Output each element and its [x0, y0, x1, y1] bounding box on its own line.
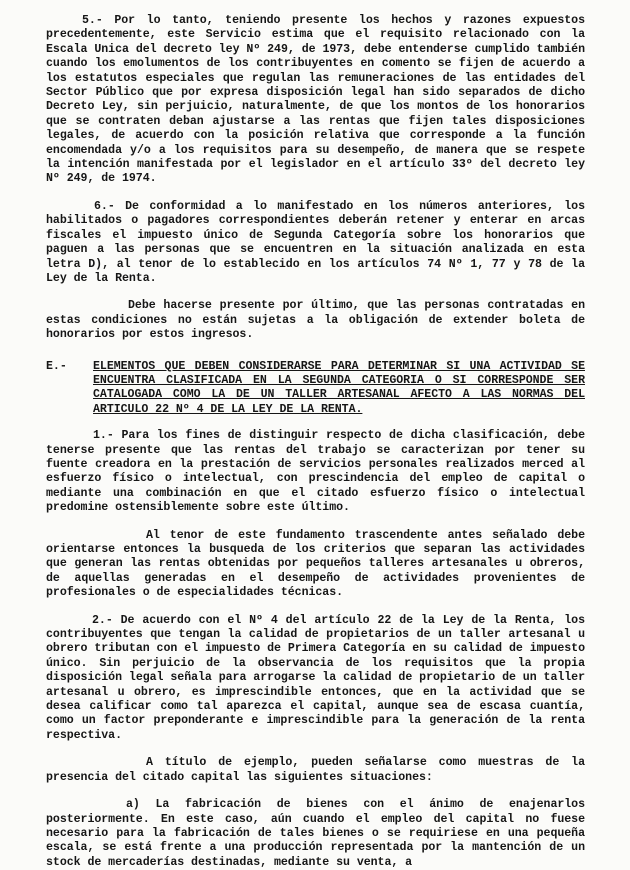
paragraph-boleta: Debe hacerse presente por último, que las personas contratadas en estas condiciones no están sujetas a la obligación de extender boleta de honorarios por estos ingresos. [46, 299, 585, 342]
paragraph-a: a) La fabricación de bienes con el ánimo de enajenarlos posteriormente. En este caso, aún cuando el empleo del capital no fuese necesario para la fabricación de tales bienes o se requiriese en una pequeña escala, se está frente a una producción representada por la mantención de un stock de mercaderías destinadas, mediante su venta, a [46, 798, 585, 869]
paragraph-2: 2.- De acuerdo con el Nº 4 del artículo 22 de la Ley de la Renta, los contribuyentes que tengan la calidad de propietarios de un taller artesanal u obrero tributan con el impuesto de Primera Categoría en su calidad de impuesto único. Sin perjuicio de la observancia de los requisitos que la propia disposición legal señala para arrogarse la calidad de propietario de un taller artesanal u obrero, es imprescindible entonces, que en la actividad que se desea calificar como tal aparezca el capital, aunque sea de escasa cuantía, como un factor preponderante e imprescindible para la generación de la renta respectiva. [46, 613, 585, 742]
paragraph-1: 1.- Para los fines de distinguir respecto de dicha clasificación, debe tenerse presente que las rentas del trabajo se caracterizan por tener su fuente creadora en la prestación de servicios personales realizados merced al esfuerzo físico o intelectual, con prescindencia del empleo de capital o mediante una combinación en que el citado esfuerzo físico o intelectual predomine ostensiblemente sobre este último. [46, 429, 585, 515]
section-heading [46, 360, 585, 418]
paragraph-5: 5.- Por lo tanto, teniendo presente los hechos y razones expuestos precedentemente, este Servicio estima que el requisito relacionado con la Escala Unica del decreto ley Nº 249, de 1973, debe entenderse cumplido también cuando los emolumentos de los contribuyentes en comento se fijen de acuerdo a los estatutos especiales que regulan las remuneraciones de las entidades del Sector Público que por expresa disposición legal han sido separados de dicho Decreto Ley, sin perjuicio, naturalmente, de que los montos de los honorarios que se contraten deban ajustarse a las rentas que fijen tales disposiciones legales, de acuerdo con la posición relativa que corresponde a la función encomendada y/o a los requisitos para su desempeño, de manera que se respete la intención manifestada por el legislador en el artículo 33º del decreto ley Nº 249, de 1974. [46, 14, 585, 186]
section-title: ELEMENTOS QUE DEBEN CONSIDERARSE PARA DETERMINAR SI UNA ACTIVIDAD SE ENCUENTRA CLASIFICADA EN LA SEGUNDA CATEGORIA O SI CORRESPONDE SER CATALOGADA COMO LA DE UN TALLER ARTESANAL AFECTO A LAS NORMAS DEL ARTICULO 22 Nº 4 DE LA LEY DE LA RENTA. [93, 359, 585, 416]
paragraph-ejemplo: A título de ejemplo, pueden señalarse como muestras de la presencia del citado capital las siguientes situaciones: [46, 756, 585, 784]
paragraph-6: 6.- De conformidad a lo manifestado en los números anteriores, los habilitados o pagadores correspondientes deberán retener y enterar en arcas fiscales el impuesto único de Segunda Categoría sobre los honorarios que paguen a las personas que se encuentren en la situación analizada en esta letra D), al tenor de lo establecido en los artículos 74 Nº 1, 77 y 78 de la Ley de la Renta. [46, 199, 585, 285]
paragraph-fundamento: Al tenor de este fundamento trascendente antes señalado debe orientarse entonces la busqueda de los criterios que separan las actividades que generan las rentas obtenidas por pequeños talleres artesanales u obreros, de aquellas generadas en el desempeño de actividades provenientes de profesionales o de especialidades técnicas. [46, 528, 585, 600]
section-letter: E.- [46, 359, 67, 373]
